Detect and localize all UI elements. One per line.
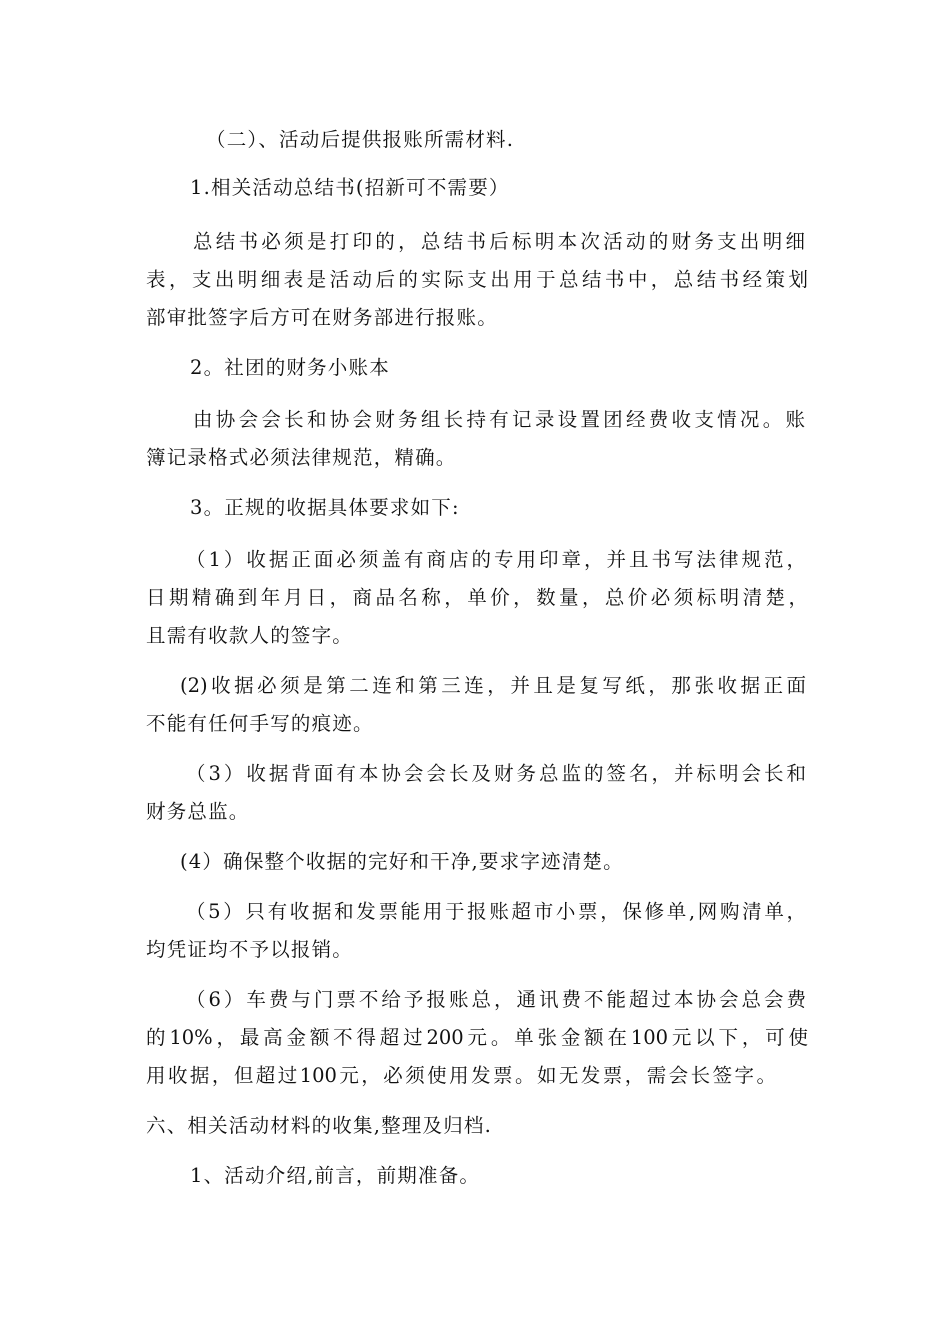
paragraph-line: （6）车费与门票不给予报账总，通讯费不能超过本协会总会费	[186, 988, 806, 1011]
paragraph-line: （1）收据正面必须盖有商店的专用印章，并且书写法律规范，	[186, 548, 806, 571]
paragraph-line: 的10%，最高金额不得超过200元。单张金额在100元以下，可使	[146, 1026, 808, 1049]
paragraph-line: 用收据，但超过100元，必须使用发票。如无发票，需会长签字。	[146, 1064, 776, 1087]
item-heading: 1.相关活动总结书(招新可不需要）	[190, 176, 510, 199]
item-heading: 3。正规的收据具体要求如下:	[190, 496, 460, 519]
paragraph-line: 部审批签字后方可在财务部进行报账。	[146, 306, 498, 329]
item-heading: 1、活动介绍,前言，前期准备。	[190, 1164, 481, 1187]
paragraph-line: 日期精确到年月日，商品名称，单价，数量，总价必须标明清楚，	[146, 586, 808, 609]
paragraph-line: （5）只有收据和发票能用于报账超市小票，保修单,网购清单，	[186, 900, 806, 923]
paragraph-line: （3）收据背面有本协会会长及财务总监的签名，并标明会长和	[186, 762, 806, 785]
paragraph-line: (2)收据必须是第二连和第三连，并且是复写纸，那张收据正面	[180, 674, 806, 697]
paragraph-line: 簿记录格式必须法律规范，精确。	[146, 446, 457, 469]
paragraph-line: 总结书必须是打印的，总结书后标明本次活动的财务支出明细	[193, 230, 805, 253]
item-heading: 2。社团的财务小账本	[190, 356, 390, 379]
section-heading: 六、相关活动材料的收集,整理及归档.	[146, 1114, 492, 1137]
paragraph-line: (4）确保整个收据的完好和干净,要求字迹清楚。	[180, 850, 624, 873]
paragraph-line: 由协会会长和协会财务组长持有记录设置团经费收支情况。账	[193, 408, 805, 431]
paragraph-line: 不能有任何手写的痕迹。	[146, 712, 374, 735]
paragraph-line: 表，支出明细表是活动后的实际支出用于总结书中，总结书经策划	[146, 268, 808, 291]
paragraph-line: 均凭证均不予以报销。	[146, 938, 354, 961]
paragraph-line: 财务总监。	[146, 800, 250, 823]
paragraph-line: 且需有收款人的签字。	[146, 624, 354, 647]
section-heading: （二）、活动后提供报账所需材料.	[206, 128, 515, 151]
